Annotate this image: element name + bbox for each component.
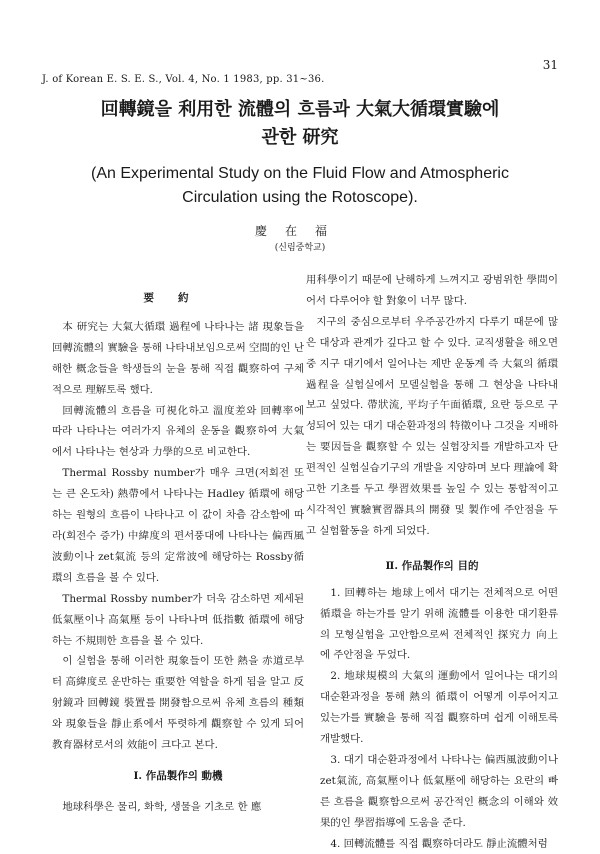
abstract-paragraph: 本 研究는 大氣大循環 過程에 나타나는 諸 現象들을 回轉流體의 實驗을 통해 나타내보임으로써 空間的인 난해한 概念들을 학생들의 눈을 통해 직접 觀察하여 구체적으로 理解토록 했다. xyxy=(52,320,304,396)
title-korean xyxy=(0,96,600,152)
title-english-line-1: (An Experimental Study on the Fluid Flow and Atmospheric xyxy=(91,165,509,182)
page-number: 31 xyxy=(542,58,558,72)
abstract-paragraph: Thermal Rossby number가 매우 크면(저회전 또는 큰 온도차) 熱帶에서 나타나는 Hadley 循環에 해당하는 원형의 흐름이 나타나고 이 값이 차츰 감소함에 따라(회전수 증가) 中緯度의 편서풍대에 나타나는 偏西風 波動이나 zet氣流 등의 定常波에 해당하는 Rossby循環의 흐름을 볼 수 있다. xyxy=(52,467,304,584)
abstract-heading: 要約 xyxy=(143,292,213,304)
author-name: 慶在福 xyxy=(254,224,345,238)
title-korean-line-1: 回轉鏡을 利用한 流體의 흐름과 大氣大循環實驗에 xyxy=(100,99,500,120)
body-paragraph: 지구의 중심으로부터 우주공간까지 다루기 때문에 많은 대상과 관계가 깊다고 할 수 있다. 교직생활을 해오면 중 지구 대기에서 일어나는 제반 운동계 즉 大氣의 循環過程을 실험실에서 모델실험을 통해 그 현상을 나타내 보고 싶었다. 帶狀流, 平均子午面循環, 요란 등으로 구성되어 있는 대기 대순환과정의 特徵이나 그것을 지배하는 要因들을 觀察할 수 있는 실험장치를 개발하고자 단편적인 실험실습기구의 개발을 지양하며 보다 理論에 확고한 기초를 두고 學習效果를 높일 수 있는 통합적이고 시각적인 實驗實習器具의 開發 및 製作에 주안점을 두고 실험활동을 하게 되었다. xyxy=(306,315,558,537)
objective-item: 4. 回轉流體를 직접 觀察하더라도 靜止流體처럼 xyxy=(330,837,548,850)
objective-item: 2. 地球規模의 大氣의 運動에서 일어나는 대기의 대순환과정을 통해 熱의 循環이 어떻게 이루어지고 있는가를 實驗을 통해 직접 觀察하며 쉽게 이해토록 개발했다. xyxy=(320,670,558,746)
abstract-paragraph: 이 실험을 통해 이러한 現象들이 또한 熱을 赤道로부터 高緯度로 운반하는 重要한 역할을 하게 됨을 알고 反射鏡과 回轉鏡 裝置를 開發함으로써 유체 흐름의 種類와 現象들을 靜止系에서 뚜렷하게 觀察할 수 있게 되어 教育器材로서의 效能이 크다고 본다. xyxy=(52,655,304,752)
body-paragraph: 用科學이기 때문에 난해하게 느껴지고 광범위한 學問이어서 다루어야 할 對象이 너무 많다. xyxy=(306,274,558,307)
abstract-paragraph: 回轉流體의 흐름을 可視化하고 溫度差와 回轉率에 따라 나타나는 여러가지 유체의 운동을 觀察하여 大氣에서 나타나는 현상과 力學的으로 비교한다. xyxy=(52,404,304,459)
right-column xyxy=(306,270,558,854)
title-english xyxy=(0,162,600,210)
left-column xyxy=(52,270,304,818)
abstract-paragraph: Thermal Rossby number가 더욱 감소하면 제세된 低氣壓이나 高氣壓 등이 나타나며 低指數 循環에 해당하는 不規則한 흐름을 볼 수 있다. xyxy=(52,592,304,647)
objective-item: 3. 대기 대순환과정에서 나타나는 偏西風波動이나 zet氣流, 高氣壓이나 低氣壓에 해당하는 요란의 빠른 흐름을 觀察함으로써 공간적인 概念의 이해와 效果的인 學習指導에 도움을 준다. xyxy=(320,753,558,829)
section-2-heading: Ⅱ. 作品製作의 目的 xyxy=(385,559,479,572)
objective-item: 1. 回轉하는 地球上에서 대기는 전체적으로 어떤 循環을 하는가를 알기 위해 流體를 이용한 대기환류의 모형실험을 고안함으로써 전체적인 探究力 向上에 주안점을 두었다. xyxy=(320,586,558,662)
title-english-line-2: Circulation using the Rotoscope). xyxy=(182,189,418,206)
section-1-paragraph: 地球科學은 물리, 화학, 생물을 기초로 한 應 xyxy=(62,800,262,813)
journal-reference: J. of Korean E. S. E. S., Vol. 4, No. 1 1983, pp. 31~36. xyxy=(42,74,325,85)
title-korean-line-2: 관한 研究 xyxy=(261,127,339,148)
author-affiliation: (신림중학교) xyxy=(274,243,326,253)
section-1-heading: Ⅰ. 作品製作의 動機 xyxy=(133,769,223,782)
